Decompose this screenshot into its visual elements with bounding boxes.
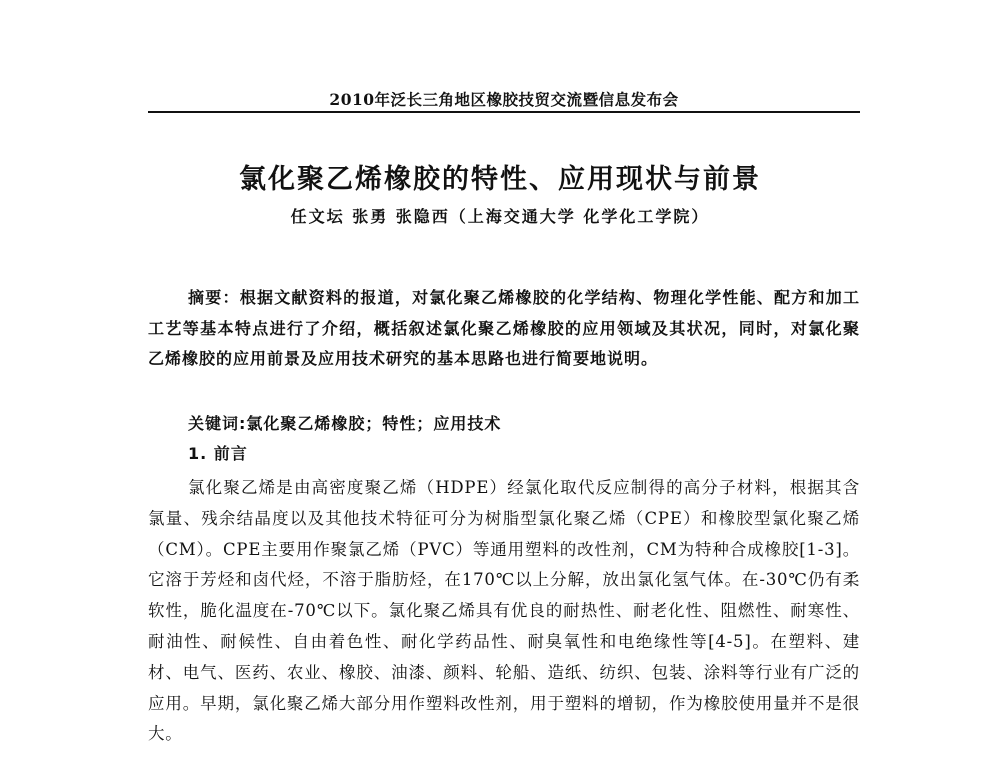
- keywords-label: 关键词:: [188, 414, 247, 433]
- abstract-label: 摘要：: [188, 288, 240, 307]
- article-title: 氯化聚乙烯橡胶的特性、应用现状与前景: [239, 164, 761, 195]
- keywords-line: [148, 409, 860, 440]
- abstract-paragraph: [148, 283, 860, 375]
- header-rule: [148, 111, 860, 113]
- introduction-paragraph: 氯化聚乙烯是由高密度聚乙烯（HDPE）经氯化取代反应制得的高分子材料，根据其含氯量、残余结晶度以及其他技术特征可分为树脂型氯化聚乙烯（CPE）和橡胶型氯化聚乙烯（CM）。CPE主要用作聚氯乙烯（PVC）等通用塑料的改性剂，CM为特种合成橡胶[1-3]。它溶于芳烃和卤代烃，不溶于脂肪烃，在170℃以上分解，放出氯化氢气体。在-30℃仍有柔软性，脆化温度在-70℃以下。氯化聚乙烯具有优良的耐热性、耐老化性、阻燃性、耐寒性、耐油性、耐候性、自由着色性、耐化学药品性、耐臭氧性和电绝缘性等[4-5]。在塑料、建材、电气、医药、农业、橡胶、油漆、颜料、轮船、造纸、纺织、包装、涂料等行业有广泛的应用。早期，氯化聚乙烯大部分用作塑料改性剂，用于塑料的增韧，作为橡胶使用量并不是很大。: [148, 478, 860, 744]
- running-header: 2010年泛长三角地区橡胶技贸交流暨信息发布会: [329, 90, 679, 109]
- abstract-text: 根据文献资料的报道，对氯化聚乙烯橡胶的化学结构、物理化学性能、配方和加工工艺等基本特点进行了介绍，概括叙述氯化聚乙烯橡胶的应用领域及其状况，同时，对氯化聚乙烯橡胶的应用前景及应用技术研究的基本思路也进行简要地说明。: [148, 288, 860, 368]
- section-heading-introduction: 1. 前言: [188, 444, 248, 463]
- article-authors: 任文坛 张勇 张隐西（上海交通大学 化学化工学院）: [290, 207, 710, 226]
- keywords-text: 氯化聚乙烯橡胶；特性；应用技术: [246, 414, 502, 433]
